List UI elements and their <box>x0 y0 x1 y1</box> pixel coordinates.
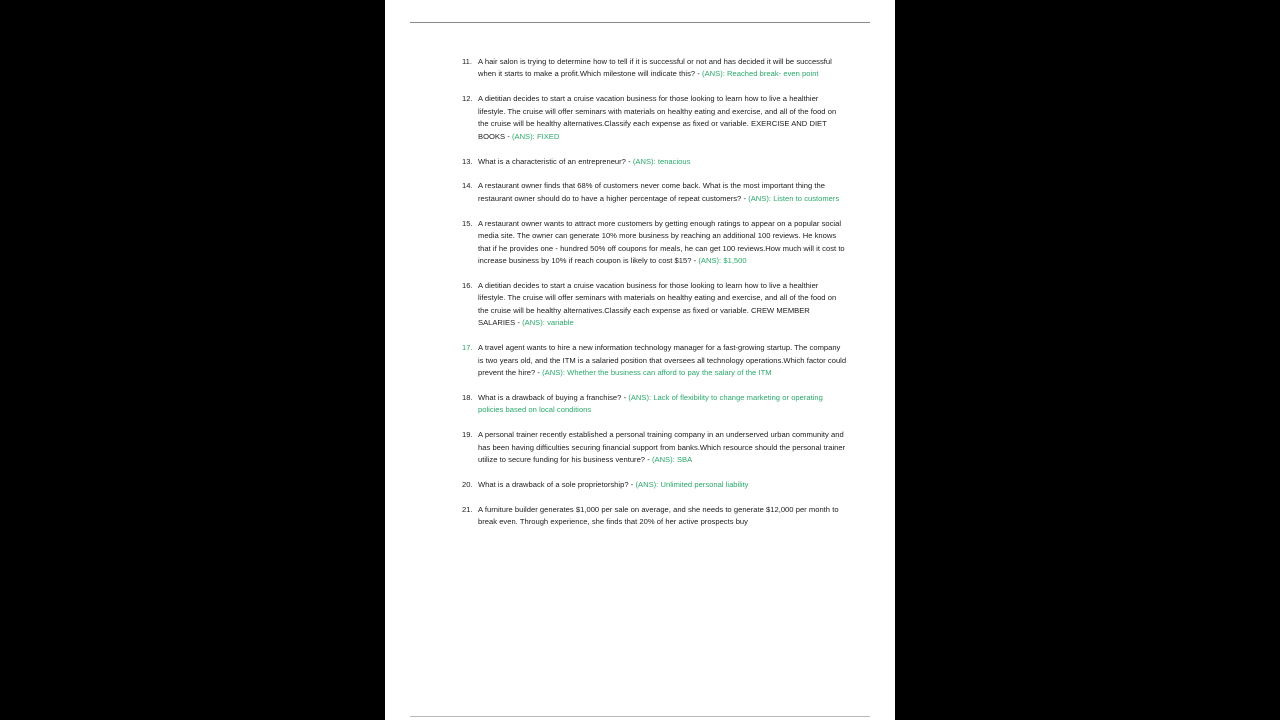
qa-item-body <box>478 429 847 466</box>
qa-item-body <box>478 56 847 81</box>
qa-item-number: 21. <box>462 504 473 514</box>
qa-item-number: 15. <box>462 218 473 228</box>
answer-separator: - <box>515 318 523 328</box>
question-text: What is a characteristic of an entrepreneur? <box>478 156 626 166</box>
header-rule <box>410 22 870 23</box>
question-answer-list <box>462 56 847 529</box>
answer-text: (ANS): Unlimited personal liability <box>635 479 749 489</box>
answer-text: (ANS): FIXED <box>511 131 560 141</box>
qa-item-number: 17. <box>462 343 473 353</box>
qa-item-body <box>478 218 847 268</box>
qa-item-body <box>478 392 847 417</box>
answer-separator: - <box>645 455 652 464</box>
answer-separator: - <box>695 69 703 79</box>
answer-separator: - <box>621 392 629 402</box>
qa-item-body <box>478 93 847 143</box>
question-text: What is a drawback of buying a franchise? <box>478 392 622 402</box>
qa-item-body <box>478 280 847 330</box>
question-text: What is a drawback of a sole proprietorship? <box>478 479 629 489</box>
answer-text: (ANS): $1,500 <box>698 256 747 265</box>
question-text: A restaurant owner wants to attract more customers by getting enough ratings to appear on a popular social media site. The owner can generate 10% more business by reaching an additional 100 reviews. He knows that if he provides one - hundred 50% off coupons for meals, he can get 100 reviews.How much will it cost to increase business by 10% if reach coupon is likely to cost $15? <box>478 218 845 265</box>
answer-separator: - <box>535 367 543 377</box>
answer-text: (ANS): variable <box>522 318 574 328</box>
qa-item <box>462 56 847 81</box>
qa-item <box>462 218 847 268</box>
qa-item <box>462 504 847 529</box>
qa-item-body <box>478 342 847 379</box>
answer-text: (ANS): Lack of flexibility to change marketing or operating policies based on local conditions <box>478 392 823 415</box>
qa-item-body <box>478 504 847 529</box>
qa-item-number: 14. <box>462 181 473 191</box>
question-text: A dietitian decides to start a cruise vacation business for those looking to learn how to live a healthier lifestyle. The cruise will offer seminars with materials on healthy eating and exercise, and all of the food on the cruise will be healthy alternatives.Classify each expense as fixed or variable. CREW MEMBER SALARIES <box>478 280 837 328</box>
answer-text: (ANS): Whether the business can afford to pay the salary of the ITM <box>542 367 772 377</box>
qa-item <box>462 342 847 379</box>
qa-item <box>462 93 847 143</box>
answer-separator: - <box>628 479 636 489</box>
qa-item-body <box>478 156 847 168</box>
qa-item <box>462 156 847 168</box>
answer-text: (ANS): SBA <box>651 455 693 464</box>
answer-separator: - <box>741 193 749 203</box>
qa-item-number: 19. <box>462 430 473 440</box>
question-text: A hair salon is trying to determine how to tell if it is successful or not and has decided it will be successful when it starts to make a profit.Which milestone will indicate this? <box>478 57 832 79</box>
answer-separator: - <box>691 256 699 265</box>
answer-text: (ANS): Listen to customers <box>748 193 840 203</box>
qa-item <box>462 280 847 330</box>
answer-text: (ANS): tenacious <box>632 156 691 166</box>
answer-text: (ANS): Reached break- even point <box>702 69 819 79</box>
question-text: A restaurant owner finds that 68% of customers never come back. What is the most important thing the restaurant owner should do to have a higher percentage of repeat customers? <box>478 181 825 203</box>
answer-separator: - <box>505 131 512 141</box>
document-page <box>385 0 895 720</box>
qa-item <box>462 392 847 417</box>
qa-item-body <box>478 180 847 205</box>
answer-separator: - <box>625 156 633 166</box>
footer-rule <box>410 716 870 717</box>
qa-item <box>462 180 847 205</box>
qa-item-number: 13. <box>462 156 473 166</box>
qa-item-number: 20. <box>462 479 473 489</box>
question-text: A personal trainer recently established a personal training company in an underserved urban community and has been having difficulties securing financial support from banks.Which resource should the personal trainer utilize to secure funding for his business venture? <box>478 430 846 464</box>
qa-item <box>462 429 847 466</box>
qa-item-number: 18. <box>462 392 473 402</box>
qa-item-number: 16. <box>462 280 473 290</box>
question-text: A travel agent wants to hire a new information technology manager for a fast-growing startup. The company is two years old, and the ITM is a salaried position that oversees all technology operations.Which factor could prevent the hire? <box>478 343 847 377</box>
qa-item-number: 11. <box>462 57 472 66</box>
qa-item <box>462 479 847 491</box>
qa-item-body <box>478 479 847 491</box>
qa-item-number: 12. <box>462 94 473 104</box>
question-text: A dietitian decides to start a cruise vacation business for those looking to learn how to live a healthier lifestyle. The cruise will offer seminars with materials on healthy eating and exercise, and all of the food on the cruise will be healthy alternatives.Classify each expense as fixed or variable. EXERCISE AND DIET BOOKS <box>478 94 837 141</box>
question-text: A furniture builder generates $1,000 per sale on average, and she needs to generate $12,000 per month to break even. Through experience, she finds that 20% of her active prospects buy <box>478 504 839 527</box>
